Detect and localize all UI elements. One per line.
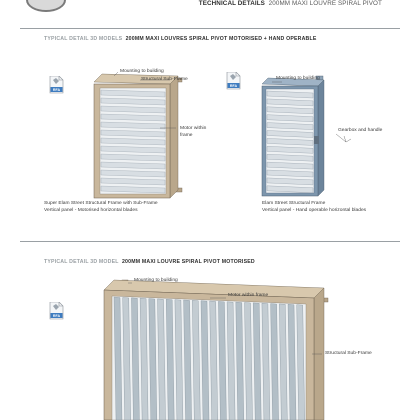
callout-subframe: Structural Sub-Frame (325, 351, 372, 356)
rfa-label: RFA (52, 314, 61, 318)
section2-kicker: TYPICAL DETAIL 3D MODEL (44, 259, 119, 265)
rfa-label: RFA (229, 84, 238, 88)
callout-subframe: Structural Sub-Frame (141, 77, 188, 82)
left-caption-line1: Super Elam Street Structural Frame with Sub-Frame (44, 201, 158, 206)
left-caption-line2: Vertical panel - Motorised horizontal blades (44, 208, 138, 213)
header-title-rest: 200MM MAXI LOUVRE SPIRAL PIVOT (268, 0, 382, 7)
rfa-label: RFA (52, 88, 61, 92)
callout-motor: Motor within frame (228, 293, 269, 298)
section1-kicker: TYPICAL DETAIL 3D MODELS (44, 36, 123, 42)
section1-heading: 200MM MAXI LOUVRES SPIRAL PIVOT MOTORISED + HAND OPERABLE (125, 36, 317, 42)
callout-mounting: Mounting to building (120, 69, 164, 74)
right-caption-line2: Vertical panel - Hand operable horizontal blades (262, 208, 367, 213)
right-caption-line1: Elam Street Structural Frame (262, 201, 326, 206)
callout-mounting: Mounting to building (134, 278, 178, 283)
callout-motor-1: Motor within (180, 126, 207, 131)
callout-gearbox: Gearbox and handle (338, 128, 383, 133)
callout-mounting: Mounting to building (276, 76, 320, 81)
section2-heading: 200MM MAXI LOUVRE SPIRAL PIVOT MOTORISED (121, 259, 255, 265)
callout-motor-2: frame (180, 133, 193, 138)
header-title-bold: TECHNICAL DETAILS (198, 0, 265, 7)
